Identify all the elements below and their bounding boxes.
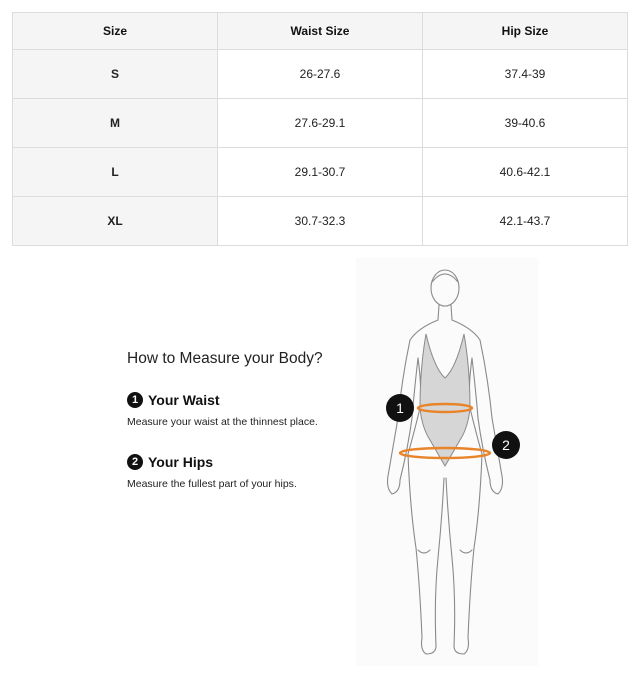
guide-title: How to Measure your Body?: [127, 350, 323, 367]
table-row: [13, 50, 628, 99]
step-hips-label: Your Hips: [148, 454, 214, 470]
measure-guide: [127, 350, 357, 516]
step-hips-description: Measure the fullest part of your hips.: [127, 478, 297, 490]
step-waist-label: Your Waist: [148, 392, 220, 408]
step-waist-description: Measure your waist at the thinnest place.: [127, 416, 318, 428]
size-cell: L: [13, 148, 218, 197]
table-row: [13, 148, 628, 197]
body-figure-icon: [356, 258, 538, 666]
step-number-badge: 2: [127, 454, 143, 470]
hip-cell: 42.1-43.7: [423, 197, 628, 246]
hip-marker-number: 2: [502, 437, 510, 453]
header-waist-size: Waist Size: [218, 13, 423, 50]
hip-cell: 37.4-39: [423, 50, 628, 99]
step-number-badge: 1: [127, 392, 143, 408]
body-figure-illustration: [356, 258, 538, 666]
table-row: [13, 197, 628, 246]
step-hips-heading: [127, 454, 357, 470]
size-cell: S: [13, 50, 218, 99]
waist-cell: 30.7-32.3: [218, 197, 423, 246]
table-header-row: [13, 13, 628, 50]
waist-cell: 29.1-30.7: [218, 148, 423, 197]
size-cell: M: [13, 99, 218, 148]
waist-cell: 26-27.6: [218, 50, 423, 99]
hip-cell: 39-40.6: [423, 99, 628, 148]
table-row: [13, 99, 628, 148]
waist-marker-number: 1: [396, 400, 404, 416]
hip-cell: 40.6-42.1: [423, 148, 628, 197]
step-waist: [127, 392, 357, 428]
step-waist-heading: [127, 392, 357, 408]
header-hip-size: Hip Size: [423, 13, 628, 50]
size-cell: XL: [13, 197, 218, 246]
waist-cell: 27.6-29.1: [218, 99, 423, 148]
step-hips: [127, 454, 357, 490]
header-size: Size: [13, 13, 218, 50]
size-chart-table: [12, 12, 628, 246]
